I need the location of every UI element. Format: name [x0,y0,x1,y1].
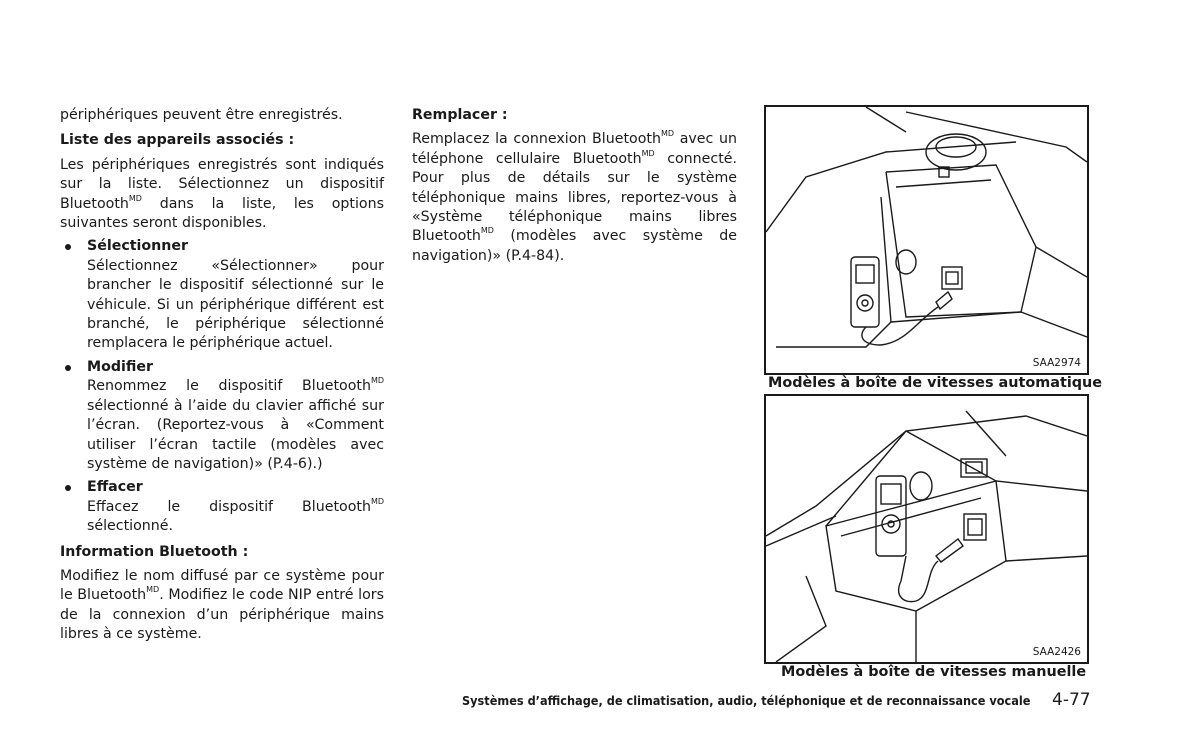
page-number: 4-77 [1052,690,1091,710]
console-usb-illustration [766,107,1087,373]
caption-manual: Modèles à boîte de vitesses manuelle [781,664,1087,680]
option-delete-label: Effacer [87,478,384,497]
option-delete [60,478,384,536]
option-modify-text: Renommez le dispositif Bluetooth$^{MD}$ sélectionné à l’aide du clavier affiché sur l’écran. (Reportez-vous à «Comment utiliser l’écran tactile (modèles avec système de navigation)» (P.4-6).) [87,376,384,472]
option-modify [60,358,384,474]
paired-list-paragraph: Les périphériques enregistrés sont indiqués sur la liste. Sélectionnez un dispositif Bluetooth$^{MD}$ dans la liste, les options suivantes seront disponibles. [60,156,384,232]
intro-text: périphériques peuvent être enregistrés. [60,107,343,123]
replace-heading: Remplacer : [412,107,508,123]
figure-automatic [764,105,1089,375]
console-usb-manual-illustration [766,396,1087,662]
figure-code-bottom: SAA2426 [1032,646,1081,658]
caption-automatic: Modèles à boîte de vitesses automatique [768,375,1103,391]
option-select-text: Sélectionnez «Sélectionner» pour brancher le dispositif sélectionné sur le véhicule. Si un périphérique différent est branché, le périphérique sélectionné remplacera le périphérique actuel. [87,257,384,352]
figure-manual [764,394,1089,664]
left-column [60,106,384,645]
option-modify-label: Modifier [87,358,384,377]
option-delete-text: Effacez le dispositif Bluetooth$^{MD}$ sélectionné. [87,496,384,535]
middle-column [412,106,737,266]
option-select-label: Sélectionner [87,237,384,256]
info-paragraph: Modifiez le nom diffusé par ce système pour le Bluetooth$^{MD}$. Modifiez le code NIP entré lors de la connexion d’un périphérique mains libres à ce système. [60,567,384,643]
option-select [60,237,384,353]
paired-list-heading: Liste des appareils associés : [60,132,295,149]
section-footer: Systèmes d’affichage, de climatisation, audio, téléphonique et de reconnaissance vocale [462,693,1031,708]
figure-code-top: SAA2974 [1032,357,1081,369]
info-heading: Information Bluetooth : [60,543,249,560]
replace-paragraph: Remplacez la connexion Bluetooth$^{MD}$ avec un téléphone cellulaire Bluetooth$^{MD}$ connecté. Pour plus de détails sur le système téléphonique mains libres, reportez-vous à «Système téléphonique mains libres Bluetooth$^{MD}$ (modèles avec système de navigation)» (P.4-84). [412,129,737,264]
